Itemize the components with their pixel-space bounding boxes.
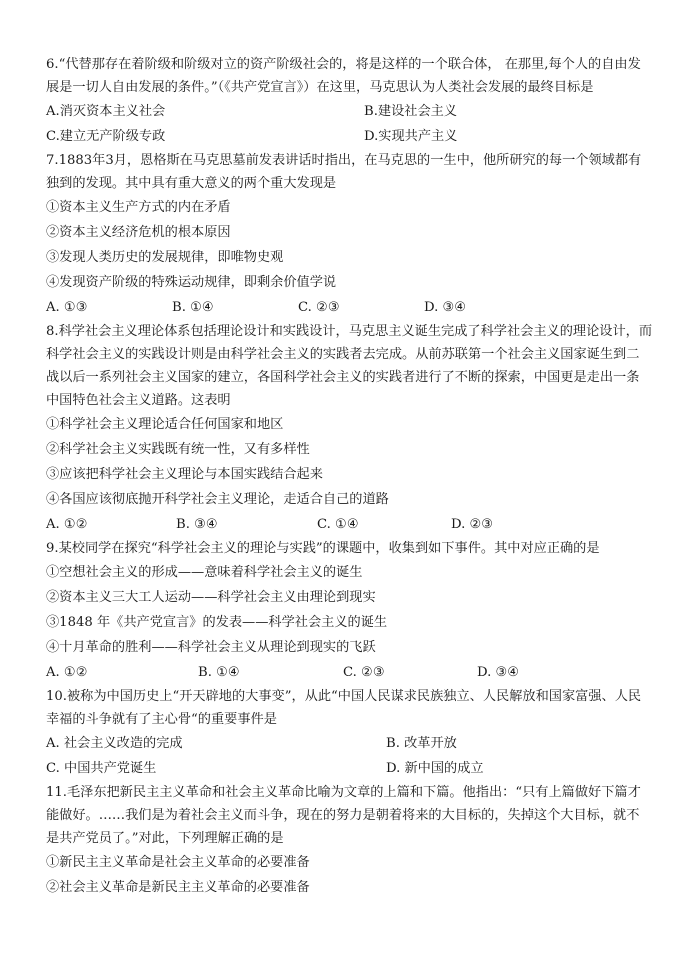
option-b: B. 改革开放 <box>386 736 457 751</box>
option-c: C. ①④ <box>317 517 359 532</box>
options <box>46 99 652 149</box>
statement-4: ④各国应该彻底抛开科学社会主义理论，走适合自己的道路 <box>46 492 389 507</box>
option-c: C. ②③ <box>298 300 340 315</box>
statement-3: ③1848 年《共产党宣言》的发表——科学社会主义的诞生 <box>46 615 388 630</box>
option-d: D.实现共产主义 <box>364 129 458 144</box>
option-b: B. ③④ <box>176 517 218 532</box>
statement-3: ③发现人类历史的发展规律，即唯物史观 <box>46 250 284 265</box>
question-stem: 8.科学社会主义理论体系包括理论设计和实践设计，马克思主义诞生完成了科学社会主义的理论设计，而科学社会主义的实践设计则是由科学社会主义的实践者去完成。从前苏联第一个社会主义国家诞生到二战以后一系列社会主义国家的建立，各国科学社会主义的实践者进行了不断的探索，中国更是走出一条中国特色社会主义道路。这表明 <box>46 324 653 408</box>
question-stem: 10.被称为中国历史上“开天辟地的大事变”，从此“中国人民谋求民族独立、人民解放和国家富强、人民幸福的斗争就有了主心骨“的重要事件是 <box>46 689 642 727</box>
statement-1: ①科学社会主义理论适合任何国家和地区 <box>46 417 284 432</box>
option-d: D. ②③ <box>451 517 494 532</box>
question-8 <box>46 320 652 537</box>
question-6 <box>46 53 652 149</box>
option-d: D. ③④ <box>424 300 467 315</box>
option-c: C. 中国共产党诞生 <box>46 761 157 776</box>
question-stem: 6.“代替那存在着阶级和阶级对立的资产阶级社会的，将是这样的一个联合体， 在那里,每个人的自由发展是一切人自由发展的条件。”（《共产党宣言》）在这里，马克思认为人类社会发展的最终目标是 <box>46 57 641 95</box>
statement-2: ②科学社会主义实践既有统一性，又有多样性 <box>46 442 310 457</box>
option-a: A. ①② <box>46 517 88 532</box>
statement-1: ①资本主义生产方式的内在矛盾 <box>46 200 231 215</box>
option-a: A.消灭资本主义社会 <box>46 104 166 119</box>
statement-1: ①新民主主义革命是社会主义革命的必要准备 <box>46 855 310 870</box>
options <box>46 295 652 320</box>
statement-2: ②资本主义经济危机的根本原因 <box>46 225 231 240</box>
statement-3: ③应该把科学社会主义理论与本国实践结合起来 <box>46 467 323 482</box>
question-10 <box>46 685 652 781</box>
options <box>46 512 652 537</box>
question-stem: 11.毛泽东把新民主主义革命和社会主义革命比喻为文章的上篇和下篇。他指出：“只有上篇做好下篇才能做好。……我们是为着社会主义而斗争，现在的努力是朝着将来的大目标的，失掉这个大目标，就不是共产党员了。”对此，下列理解正确的是 <box>46 785 641 846</box>
statement-4: ④发现资产阶级的特殊运动规律，即剩余价值学说 <box>46 275 337 290</box>
options <box>46 731 652 781</box>
option-d: D. ③④ <box>477 665 520 680</box>
statement-2: ②社会主义革命是新民主主义革命的必要准备 <box>46 880 310 895</box>
options <box>46 660 652 685</box>
option-b: B. ①④ <box>172 300 214 315</box>
statement-4: ④十月革命的胜利——科学社会主义从理论到现实的飞跃 <box>46 640 376 655</box>
statement-1: ①空想社会主义的形成——意味着科学社会主义的诞生 <box>46 565 363 580</box>
option-a: A. ①② <box>46 665 88 680</box>
option-c: C.建立无产阶级专政 <box>46 129 166 144</box>
option-b: B. ①④ <box>198 665 240 680</box>
statement-2: ②资本主义三大工人运动——科学社会主义由理论到现实 <box>46 590 376 605</box>
option-d: D. 新中国的成立 <box>386 761 484 776</box>
option-b: B.建设社会主义 <box>364 104 458 119</box>
option-a: A. ①③ <box>46 300 88 315</box>
question-9 <box>46 537 652 685</box>
question-7 <box>46 149 652 320</box>
question-11 <box>46 781 652 900</box>
question-stem: 7.1883年3月，恩格斯在马克思墓前发表讲话时指出，在马克思的一生中，他所研究的每一个领域都有独到的发现。其中具有重大意义的两个重大发现是 <box>46 153 642 191</box>
question-stem: 9.某校同学在探究“科学社会主义的理论与实践”的课题中，收集到如下事件。其中对应正确的是 <box>46 541 600 556</box>
option-a: A. 社会主义改造的完成 <box>46 736 183 751</box>
option-c: C. ②③ <box>343 665 385 680</box>
